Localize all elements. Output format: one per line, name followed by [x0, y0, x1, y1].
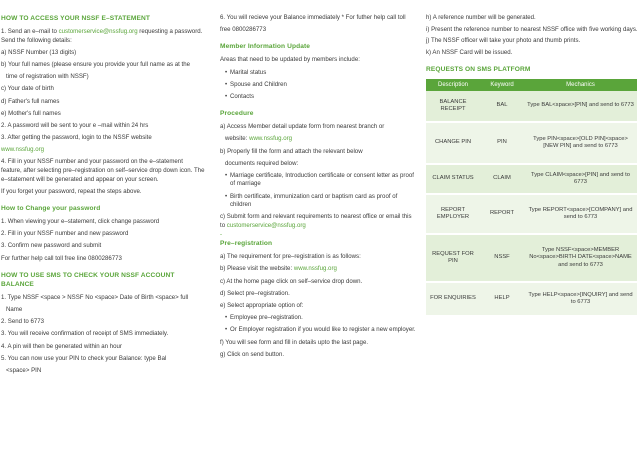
- step-k: k) An NSSF Card will be issued.: [426, 48, 513, 56]
- proc-a: a) Access Member detail update form from nearest branch or: [220, 123, 385, 131]
- step-6-cont: free 0800286773: [220, 26, 267, 34]
- registration-options: [220, 314, 418, 335]
- row-mechanics: Type NSSF<space>MEMBER No<space>BIRTH DATE<space>NAME and send to 6773: [524, 235, 637, 283]
- row-keyword: REPORT: [480, 195, 524, 235]
- detail-d: d) Father's full names: [1, 97, 60, 105]
- documents-list: [220, 172, 418, 210]
- pr-g: g) Click on send button.: [220, 350, 285, 358]
- forgot-note: If you forget your password, repeat the steps above.: [1, 187, 142, 195]
- table-row: [426, 235, 637, 283]
- step-6: 6. You will recieve your Balance immediately * For futher help call toll: [220, 14, 406, 21]
- sms-step-1-cont: Name: [6, 305, 23, 313]
- row-mechanics: Type BAL<space>[PIN] and send to 6773: [524, 91, 637, 123]
- proc-b: b) Properly fill the form and attach the relevant below: [220, 147, 363, 155]
- row-description: CLAIM STATUS: [426, 165, 480, 195]
- detail-c: c) Your date of birth: [1, 85, 54, 93]
- member-update-intro: Areas that need to be updated by members include:: [220, 56, 360, 64]
- detail-b: b) Your full names (please ensure you provide your full name as at the: [1, 60, 191, 68]
- pr-c: c) At the home page click on self–service drop down.: [220, 277, 363, 285]
- row-description: FOR ENQUIRIES: [426, 283, 480, 317]
- row-keyword: PIN: [480, 123, 524, 165]
- pr-b: b) Please visit the website: www.nssfug.org: [220, 265, 337, 273]
- column-left: [0, 0, 213, 452]
- change-password-heading: How to Change your password: [1, 205, 101, 213]
- table-row: [426, 165, 637, 195]
- cp-step-2: 2. Fill in your NSSF number and new password: [1, 230, 129, 238]
- email-link[interactable]: customerservice@nssfug.org: [58, 28, 138, 35]
- proc-a-cont: website: www.nssfug.org: [225, 135, 293, 143]
- table-row: [426, 123, 637, 165]
- list-item: • Marital status: [230, 69, 418, 78]
- col-header-description: Description: [426, 79, 480, 91]
- pr-f: f) You will see form and fill in details upto the last page.: [220, 338, 369, 346]
- row-mechanics: Type HELP<space>[INQUIRY] and send to 6773: [524, 283, 637, 317]
- sms-step-2: 2. Send to 6773: [1, 318, 45, 326]
- member-update-heading: Member Information Update: [220, 43, 311, 51]
- proc-c: c) Submit form and relevant requirements to nearest office or email this to customerservice@nssfug.org: [220, 213, 412, 230]
- detail-a: a) NSSF Number (13 digits): [1, 48, 77, 56]
- email-link[interactable]: customerservice@nssfug.org: [226, 222, 306, 230]
- detail-b-cont: time of registration with NSSF): [6, 73, 89, 81]
- list-item: • Or Employer registration if you would like to register a new employer.: [230, 326, 418, 335]
- row-mechanics: Type REPORT<space>[COMPANY] and send to 6773: [524, 195, 637, 235]
- row-description: REPORT EMPLOYER: [426, 195, 480, 235]
- row-keyword: CLAIM: [480, 165, 524, 195]
- prereg-heading: Pre–registration: [220, 240, 273, 248]
- pr-d: d) Select pre–registration.: [220, 289, 290, 297]
- step-email: 1. Send an e–mail to customerservice@nssfug.org requesting a password. Send the following details:: [1, 28, 203, 44]
- estatement-heading: HOW TO ACCESS YOUR NSSF E–STATEMENT: [1, 15, 150, 22]
- row-keyword: HELP: [480, 283, 524, 317]
- list-item: • Employee pre–registration.: [230, 314, 418, 323]
- table-row: [426, 91, 637, 123]
- sms-step-4: 4. A pin will then be generated within an hour: [1, 342, 122, 350]
- row-description: BALANCE RECEIPT: [426, 91, 480, 123]
- member-update-list: [220, 69, 418, 102]
- list-item: • Spouse and Children: [230, 81, 418, 90]
- website-link[interactable]: www.nssfug.org: [249, 135, 293, 143]
- sms-balance-heading: HOW TO USE SMS TO CHECK YOUR NSSF ACCOUNT BALANCE: [1, 271, 175, 288]
- pr-e: e) Select appropriate option of:: [220, 301, 304, 309]
- sms-step-3: 3. You will receive confirmation of receipt of SMS immediately.: [1, 330, 169, 338]
- detail-e: e) Mother's full names: [1, 109, 61, 117]
- list-item: • Birth certificate, immunization card or baptism card as proof of children: [230, 193, 418, 210]
- cp-step-3: 3. Confirm new password and submit: [1, 242, 102, 250]
- website-link[interactable]: www.nssfug.org: [293, 265, 337, 273]
- cp-help: For further help call toll free line 0800286773: [1, 254, 122, 262]
- sms-requests-heading: REQUESTS ON SMS PLATFORM: [426, 66, 531, 74]
- row-description: CHANGE PIN: [426, 123, 480, 165]
- col-header-keyword: Keyword: [480, 79, 524, 91]
- procedure-heading: Procedure: [220, 110, 254, 118]
- step-j: j) The NSSF officer will take your photo and thumb prints.: [426, 36, 581, 44]
- dash-separator: -: [220, 230, 223, 238]
- row-mechanics: Type PIN<space>[OLD PIN]<space>[NEW PIN] and send to 6773: [524, 123, 637, 165]
- row-description: REQUEST FOR PIN: [426, 235, 480, 283]
- table-row: [426, 195, 637, 235]
- step-2: 2. A password will be sent to your e –mail within 24 hrs: [1, 121, 149, 129]
- cp-step-1: 1. When viewing your e–statement, click change password: [1, 218, 160, 226]
- sms-step-5-cont: <space> PIN: [6, 366, 42, 374]
- sms-step-1: 1. Type NSSF <space > NSSF No <space> Date of Birth <space> full: [1, 293, 189, 301]
- step-4: 4. Fill in your NSSF number and your password on the e–statement feature, after selecting pre–registration on self–service drop down icon. The e–statement will be generated and appear on your screen.: [1, 158, 205, 183]
- column-middle: [220, 0, 420, 452]
- row-keyword: BAL: [480, 91, 524, 123]
- column-right: [424, 0, 638, 452]
- list-item: • Contacts: [230, 93, 418, 102]
- row-keyword: NSSF: [480, 235, 524, 283]
- step-i: i) Present the reference number to nearest NSSF office with five working days.: [426, 26, 638, 34]
- pr-a: a) The requirement for pre–registration is as follows:: [220, 253, 361, 261]
- proc-b-cont: documents required below:: [225, 159, 299, 167]
- step-h: h) A reference number will be generated.: [426, 14, 536, 21]
- table-row: [426, 283, 637, 317]
- sms-requests-table: [426, 79, 637, 317]
- list-item: • Marriage certificate, Introduction certificate or consent letter as proof of marriage: [230, 172, 418, 189]
- website-link[interactable]: www.nssfug.org: [1, 146, 45, 154]
- col-header-mechanics: Mechanics: [524, 79, 637, 91]
- sms-step-5: 5. You can now use your PIN to check your Balance: type Bal: [1, 354, 167, 362]
- step-3: 3. After getting the password, login to the NSSF website: [1, 134, 152, 142]
- row-mechanics: Type CLAIM<space>[PIN] and send to 6773: [524, 165, 637, 195]
